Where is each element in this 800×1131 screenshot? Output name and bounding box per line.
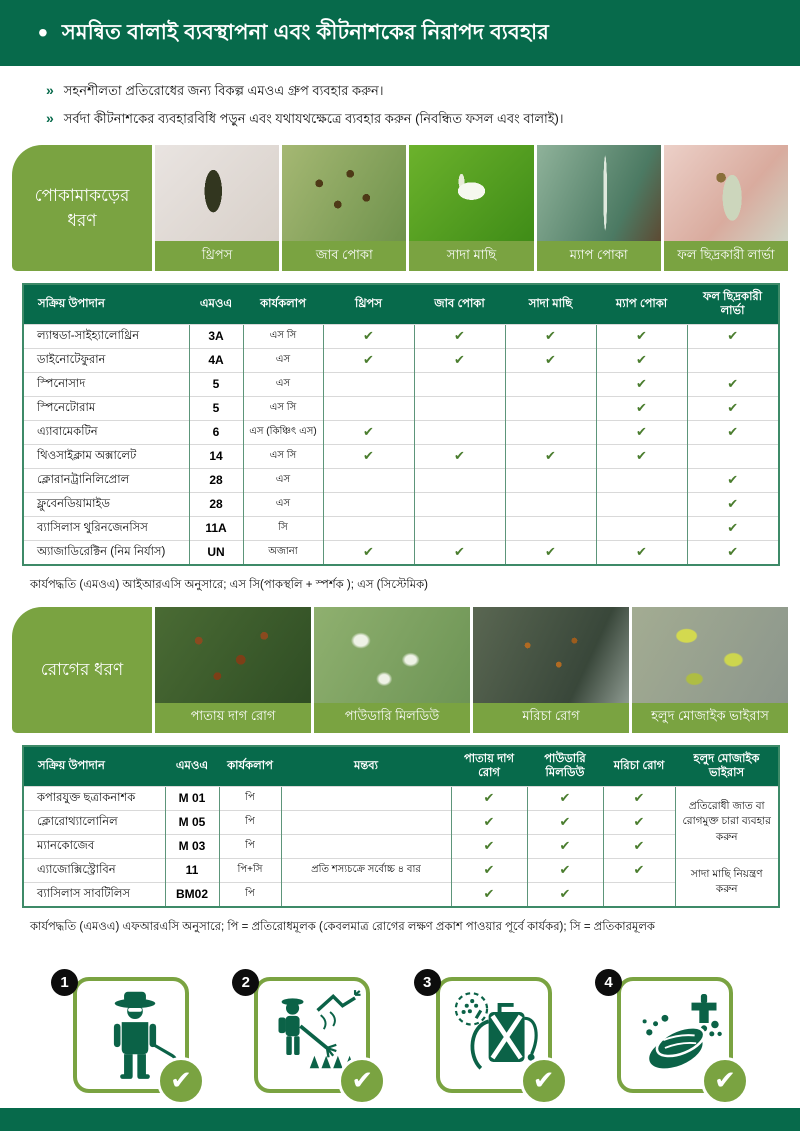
check-cell: ✔ <box>505 540 596 565</box>
ingredient-name-cell: ফ্লুবেনডিয়ামাইড <box>23 492 189 516</box>
ingredient-name-cell: অ্যাজাডিরেক্টিন (নিম নির্যাস) <box>23 540 189 565</box>
check-cell: ✔ <box>527 858 603 882</box>
table-row <box>23 786 779 810</box>
mosaic-photo <box>632 607 788 703</box>
activity-cell: এস সি <box>243 396 323 420</box>
check-cell <box>323 396 414 420</box>
ingredient-name-cell: ক্লোরোথ্যালোনিল <box>23 810 165 834</box>
check-cell: ✔ <box>323 540 414 565</box>
larva-photo <box>664 145 788 241</box>
column-header: সক্রিয় উপাদান <box>23 746 165 786</box>
photo-item <box>155 607 311 733</box>
check-cell: ✔ <box>603 834 675 858</box>
column-header: কার্যকলাপ <box>243 284 323 324</box>
check-cell: ✔ <box>687 396 779 420</box>
table-row <box>23 882 779 907</box>
aphid-photo <box>282 145 406 241</box>
step-number-badge: 4 <box>595 969 622 996</box>
safety-box <box>422 973 555 1095</box>
comment-cell: প্রতি শস্যচক্রে সর্বোচ্চ ৪ বার <box>281 858 451 882</box>
moa-code-cell: M 01 <box>165 786 219 810</box>
check-cell <box>323 468 414 492</box>
photo-item <box>314 607 470 733</box>
note-line <box>46 82 800 103</box>
ingredient-name-cell: ক্লোরানট্রানিলিপ্রোল <box>23 468 189 492</box>
check-cell <box>414 468 505 492</box>
ingredient-name-cell: ব্যাসিলাস সাবটিলিস <box>23 882 165 907</box>
check-cell: ✔ <box>414 444 505 468</box>
disease-type-strip <box>12 607 788 733</box>
column-header: কার্যকলাপ <box>219 746 281 786</box>
safety-steps <box>46 973 760 1129</box>
check-cell: ✔ <box>527 834 603 858</box>
check-cell: ✔ <box>451 810 527 834</box>
photo-caption: পাতায় দাগ রোগ <box>155 703 311 733</box>
check-cell <box>414 516 505 540</box>
safety-step-ppe <box>46 973 216 1129</box>
photo-caption: ম্যাপ পোকা <box>537 241 661 271</box>
check-cell: ✔ <box>596 348 687 372</box>
activity-cell: এস (কিঞ্চিৎ এস) <box>243 420 323 444</box>
step-number-badge: 3 <box>414 969 441 996</box>
check-cell <box>596 492 687 516</box>
column-header: পাতায় দাগ রোগ <box>451 746 527 786</box>
check-cell: ✔ <box>451 834 527 858</box>
activity-cell: পি <box>219 834 281 858</box>
chevron-marker: » <box>46 82 54 98</box>
ingredient-name-cell: ল্যাম্বডা-সাইহ্যালোথ্রিন <box>23 324 189 348</box>
photo-caption: সাদা মাছি <box>409 241 533 271</box>
chevron-marker: » <box>46 110 54 126</box>
check-cell: ✔ <box>527 786 603 810</box>
activity-cell: অজানা <box>243 540 323 565</box>
table-row <box>23 834 779 858</box>
merged-note-cell: সাদা মাছি নিয়ন্ত্রণ করুন <box>675 858 779 907</box>
check-cell: ✔ <box>596 372 687 396</box>
usage-notes <box>46 82 800 131</box>
check-cell <box>596 516 687 540</box>
ingredient-name-cell: এ্যাজোক্সিস্ট্রোবিন <box>23 858 165 882</box>
mildew-photo <box>314 607 470 703</box>
safety-step-weather <box>227 973 397 1129</box>
check-cell <box>323 372 414 396</box>
insecticide-table <box>22 283 780 566</box>
photo-item <box>409 145 533 271</box>
column-header: থ্রিপস <box>323 284 414 324</box>
title-bar <box>0 0 800 66</box>
photo-caption: থ্রিপস <box>155 241 279 271</box>
title-bullet: • <box>38 17 48 48</box>
page-title: সমন্বিত বালাই ব্যবস্থাপনা এবং কীটনাশকের নিরাপদ ব্যবহার <box>61 20 550 44</box>
table-row <box>23 372 779 396</box>
step-number-badge: 1 <box>51 969 78 996</box>
check-cell <box>505 516 596 540</box>
fungicide-table <box>22 745 780 908</box>
check-cell: ✔ <box>323 324 414 348</box>
check-cell: ✔ <box>527 882 603 907</box>
check-cell <box>505 492 596 516</box>
comment-cell <box>281 882 451 907</box>
check-cell: ✔ <box>596 540 687 565</box>
table-row <box>23 810 779 834</box>
activity-cell: পি+সি <box>219 858 281 882</box>
activity-cell: পি <box>219 786 281 810</box>
moa-code-cell: 11 <box>165 858 219 882</box>
step-number-badge: 2 <box>232 969 259 996</box>
check-cell: ✔ <box>596 396 687 420</box>
note-text: সর্বদা কীটনাশকের ব্যবহারবিধি পড়ুন এবং যথাযথক্ষেত্রে ব্যবহার করুন (নিবন্ধিত ফসল এবং বালাই)। <box>63 111 564 126</box>
safety-step-wash <box>590 973 760 1129</box>
moa-code-cell: 4A <box>189 348 243 372</box>
fungicide-table-body <box>23 786 779 907</box>
table-row <box>23 444 779 468</box>
check-cell: ✔ <box>505 348 596 372</box>
ingredient-name-cell: এ্যাবামেকটিন <box>23 420 189 444</box>
check-cell: ✔ <box>414 540 505 565</box>
check-cell <box>505 468 596 492</box>
table-row <box>23 516 779 540</box>
check-cell: ✔ <box>323 444 414 468</box>
ingredient-name-cell: ডাইনোটেফুরান <box>23 348 189 372</box>
moa-code-cell: 5 <box>189 372 243 396</box>
photo-item <box>664 145 788 271</box>
activity-cell: এস <box>243 372 323 396</box>
note-line <box>46 110 800 131</box>
photo-caption: হলুদ মোজাইক ভাইরাস <box>632 703 788 733</box>
check-cell: ✔ <box>596 444 687 468</box>
moa-code-cell: 28 <box>189 468 243 492</box>
activity-cell: এস সি <box>243 444 323 468</box>
thrips-photo <box>155 145 279 241</box>
check-circle-icon: ✔ <box>157 1057 205 1105</box>
table-row <box>23 396 779 420</box>
ingredient-name-cell: স্পিনেটোরাম <box>23 396 189 420</box>
safety-box <box>60 973 192 1095</box>
comment-cell <box>281 810 451 834</box>
check-cell <box>505 396 596 420</box>
pest-type-strip <box>12 145 788 271</box>
merged-note-cell: প্রতিরোধী জাত বা রোগমুক্ত চারা ব্যবহার করুন <box>675 786 779 858</box>
activity-cell: সি <box>243 516 323 540</box>
check-cell <box>414 492 505 516</box>
check-cell <box>323 492 414 516</box>
moa-code-cell: BM02 <box>165 882 219 907</box>
check-cell <box>414 372 505 396</box>
pest-section-label: পোকামাকড়ের ধরণ <box>12 145 152 271</box>
table-row <box>23 324 779 348</box>
insecticide-table-header-row <box>23 284 779 324</box>
ingredient-name-cell: স্পিনোসাদ <box>23 372 189 396</box>
check-cell: ✔ <box>687 492 779 516</box>
ingredient-name-cell: কপারযুক্ত ছত্রাকনাশক <box>23 786 165 810</box>
column-header: মরিচা রোগ <box>603 746 675 786</box>
table-row <box>23 492 779 516</box>
activity-cell: এস <box>243 468 323 492</box>
check-circle-icon: ✔ <box>338 1057 386 1105</box>
ingredient-name-cell: ব্যাসিলাস থুরিনজেনসিস <box>23 516 189 540</box>
check-circle-icon: ✔ <box>701 1057 749 1105</box>
check-circle-icon: ✔ <box>520 1057 568 1105</box>
safety-box <box>241 973 374 1095</box>
moa-code-cell: 3A <box>189 324 243 348</box>
check-cell: ✔ <box>505 324 596 348</box>
photo-caption: ফল ছিদ্রকারী লার্ভা <box>664 241 788 271</box>
check-cell: ✔ <box>603 810 675 834</box>
check-cell <box>414 396 505 420</box>
activity-cell: পি <box>219 882 281 907</box>
check-cell <box>687 348 779 372</box>
check-cell: ✔ <box>687 516 779 540</box>
check-cell: ✔ <box>687 324 779 348</box>
check-cell <box>596 468 687 492</box>
moa-code-cell: 5 <box>189 396 243 420</box>
leafspot-photo <box>155 607 311 703</box>
rust-photo <box>473 607 629 703</box>
column-header: এমওএ <box>165 746 219 786</box>
activity-cell: এস <box>243 348 323 372</box>
photo-caption: পাউডারি মিলডিউ <box>314 703 470 733</box>
footer-bar <box>0 1108 800 1131</box>
moa-code-cell: 6 <box>189 420 243 444</box>
photo-item <box>537 145 661 271</box>
photo-caption: মরিচা রোগ <box>473 703 629 733</box>
check-cell <box>603 882 675 907</box>
photo-item <box>282 145 406 271</box>
check-cell <box>687 444 779 468</box>
moa-code-cell: 11A <box>189 516 243 540</box>
check-cell: ✔ <box>414 348 505 372</box>
fungicide-footnote: কার্যপদ্ধতি (এমওএ) এফআরএসি অনুসারে; পি = প্রতিরোধমূলক (কেবলমাত্র রোগের লক্ষণ প্রকাশ পাওয়ার পূর্বে কার্যকর); সি = প্রতিকারমূলক <box>30 920 655 933</box>
check-cell: ✔ <box>505 444 596 468</box>
table-row <box>23 468 779 492</box>
safety-step-nozzle <box>409 973 579 1129</box>
check-cell <box>323 516 414 540</box>
moa-code-cell: 28 <box>189 492 243 516</box>
comment-cell <box>281 834 451 858</box>
comment-cell <box>281 786 451 810</box>
safety-box <box>604 973 736 1095</box>
check-cell: ✔ <box>451 786 527 810</box>
photo-item <box>632 607 788 733</box>
check-cell: ✔ <box>603 858 675 882</box>
column-header: মন্তব্য <box>281 746 451 786</box>
leafminer-photo <box>537 145 661 241</box>
ingredient-name-cell: থিওসাইক্লাম অক্সালেট <box>23 444 189 468</box>
check-cell: ✔ <box>527 810 603 834</box>
column-header: পাউডারি মিলডিউ <box>527 746 603 786</box>
check-cell: ✔ <box>414 324 505 348</box>
disease-section-label: রোগের ধরণ <box>12 607 152 733</box>
column-header: এমওএ <box>189 284 243 324</box>
activity-cell: এস সি <box>243 324 323 348</box>
check-cell: ✔ <box>596 324 687 348</box>
check-cell <box>505 420 596 444</box>
check-cell: ✔ <box>323 348 414 372</box>
check-cell: ✔ <box>451 858 527 882</box>
whitefly-photo <box>409 145 533 241</box>
photo-caption: জাব পোকা <box>282 241 406 271</box>
activity-cell: পি <box>219 810 281 834</box>
table-row <box>23 858 779 882</box>
table-row <box>23 540 779 565</box>
column-header: ম্যাপ পোকা <box>596 284 687 324</box>
check-cell: ✔ <box>603 786 675 810</box>
insecticide-table-body <box>23 324 779 565</box>
check-cell: ✔ <box>687 420 779 444</box>
insecticide-footnote: কার্যপদ্ধতি (এমওএ) আইআরএসি অনুসারে; এস সি(পাকস্থলি + স্পর্শক ); এস (সিস্টেমিক) <box>30 578 428 591</box>
column-header: সক্রিয় উপাদান <box>23 284 189 324</box>
check-cell: ✔ <box>687 540 779 565</box>
check-cell: ✔ <box>323 420 414 444</box>
check-cell <box>505 372 596 396</box>
moa-code-cell: M 03 <box>165 834 219 858</box>
check-cell: ✔ <box>451 882 527 907</box>
column-header: হলুদ মোজাইক ভাইরাস <box>675 746 779 786</box>
table-row <box>23 348 779 372</box>
moa-code-cell: 14 <box>189 444 243 468</box>
moa-code-cell: M 05 <box>165 810 219 834</box>
moa-code-cell: UN <box>189 540 243 565</box>
activity-cell: এস <box>243 492 323 516</box>
check-cell: ✔ <box>687 372 779 396</box>
column-header: সাদা মাছি <box>505 284 596 324</box>
check-cell: ✔ <box>687 468 779 492</box>
column-header: ফল ছিদ্রকারী লার্ভা <box>687 284 779 324</box>
photo-item <box>155 145 279 271</box>
check-cell <box>414 420 505 444</box>
column-header: জাব পোকা <box>414 284 505 324</box>
check-cell: ✔ <box>596 420 687 444</box>
fungicide-table-header-row <box>23 746 779 786</box>
note-text: সহনশীলতা প্রতিরোধের জন্য বিকল্প এমওএ গ্রুপ ব্যবহার করুন। <box>63 83 384 98</box>
photo-item <box>473 607 629 733</box>
table-row <box>23 420 779 444</box>
ingredient-name-cell: ম্যানকোজেব <box>23 834 165 858</box>
